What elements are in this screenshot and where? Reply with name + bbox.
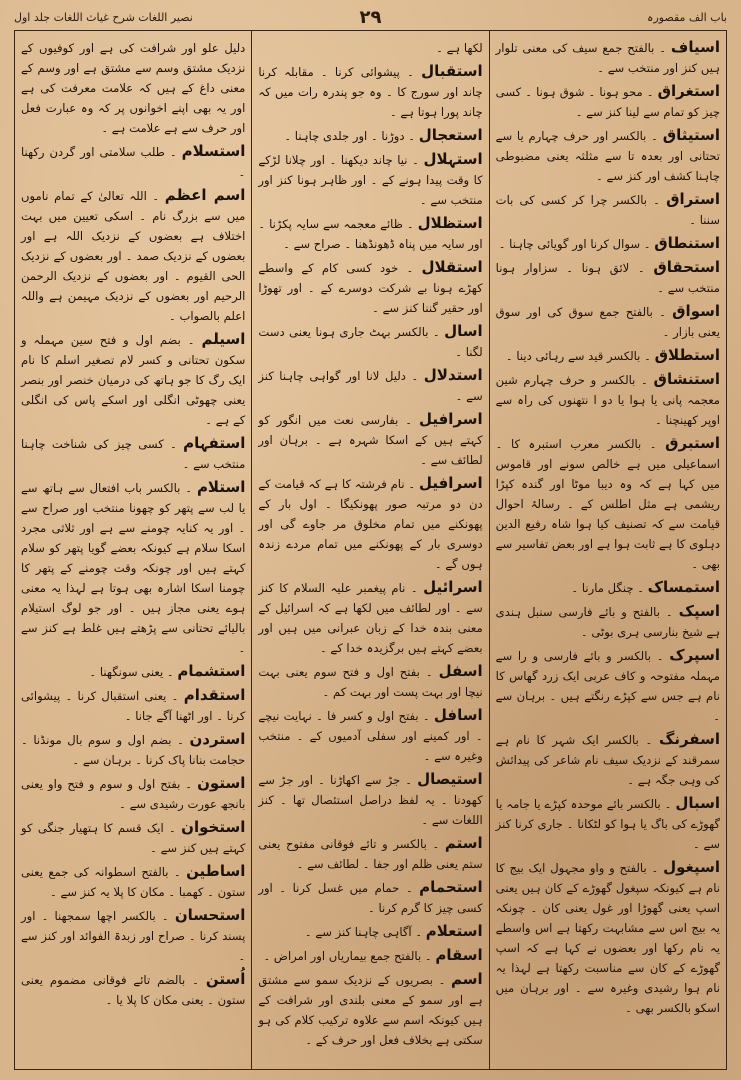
dictionary-entry (21, 185, 245, 326)
entry-definition: ۔ بالفتح جمع سوق کی اور سوق یعنی بازار ۔ (495, 305, 720, 339)
entry-headword: اسیاف (670, 38, 720, 56)
entry-definition: ۔ نام پیغمبر علیہ السلام کا کنز سے ۔ اور لطائف میں لکھا ہے کہ اسرائیل کے معنی بندہ خدا کے زبان عبرانی میں ہیں اور بعضے کہتے ہیں برگزیدہ خدا کے ۔ (258, 581, 483, 655)
dictionary-entry (496, 345, 720, 366)
dictionary-entry (258, 577, 482, 658)
dictionary-entry (258, 125, 482, 146)
dictionary-entry (496, 81, 720, 122)
entry-headword: اسافل (433, 706, 483, 724)
entry-headword: استحسان (174, 906, 246, 924)
column-right (490, 31, 726, 1069)
entry-definition: ۔ بضم اول و فتح سین مہملہ و سکون تحتانی و کسر لام تصغیر اسلم کا نام ایک رگ کا جو ہاتھ کی درمیان خنصر اور بنصر یعنی چھوٹی انگلی اور اسکے پاس کی انگلی کے ہے ۔ (21, 333, 246, 427)
entry-headword: اسم (451, 970, 483, 988)
dictionary-entry (21, 729, 245, 770)
entry-definition: ۔ ظائے معجمہ سے سایہ پکڑنا ۔ اور سایہ میں پناہ ڈھونڈھنا ۔ صراح سے ۔ (258, 217, 483, 251)
dictionary-entry (496, 369, 720, 430)
column-middle (252, 31, 489, 1069)
dictionary-entry (258, 37, 482, 58)
entry-definition: ۔ بفتح اول و سوم و فتح واو یعنی بانجھ عورت رشیدی سے ۔ (21, 777, 246, 811)
dictionary-entry (258, 213, 482, 254)
entry-definition: ۔ محو ہونا ۔ شوق ہونا ۔ کسی چیز کو تمام سے لینا کنز سے ۔ (495, 85, 720, 119)
dictionary-entry (496, 301, 720, 342)
entry-definition: ۔ چنگل مارنا ۔ (571, 581, 648, 595)
entry-headword: اساطین (186, 862, 246, 880)
dictionary-entry (258, 409, 482, 470)
dictionary-entry (258, 945, 482, 966)
entry-definition: ۔ بالفتح جمع سیف کی معنی تلوار ہیں کنز اور منتخب سے ۔ (495, 41, 720, 75)
entry-headword: استہلال (423, 150, 483, 168)
dictionary-entry (258, 365, 482, 406)
entry-headword: استحمام (419, 878, 483, 896)
entry-definition: ۔ بالفتح و واو مجہول ایک بیج کا نام ہے کیونکہ سپغول گھوڑے کے کان ہیں یعنی اسپ یعنی گھوڑا اور غول یعنی کان ۔ چونکہ یہ بیج اس سے مشابہت رکھتا ہے اس واسطے یہ نام رکھا اور بعضوں نے کہا ہے کہ اسپ گھوڑے کے کان سے مناسبت رکھتا ہے لہذا یہ نام ہوا رشیدی وغیرہ سے ۔ اور برہان میں اسکو بالکسر بھی ۔ (495, 861, 720, 1015)
entry-definition: ۔ جڑ سے اکھاڑنا ۔ اور جڑ سے کھودنا ۔ یہ لفظ دراصل استئصال تھا ۔ کنز اللغات سے ۔ (258, 773, 483, 827)
entry-definition: ۔ دلیل لانا اور گواہی چاہنا کنز سے ۔ (258, 369, 483, 403)
entry-headword: اسم اعظم (164, 186, 246, 204)
entry-definition: ۔ بفتح اول و فتح سوم یعنی بہت نیچا اور بہت پست اور بہت کم ۔ (258, 665, 483, 699)
entry-headword: استبرق (665, 434, 720, 452)
dictionary-entry (496, 601, 720, 642)
page-header (14, 4, 727, 30)
entry-headword: استیثاق (662, 126, 720, 144)
section-title: باب الف مقصورہ (647, 10, 727, 24)
entry-definition: ۔ بالکسر و تائے فوقانی مفتوح یعنی ستم یعنی ظلم اور جفا ۔ لطائف سے ۔ (258, 837, 483, 871)
entry-headword: استم (444, 834, 483, 852)
entry-definition: ۔ کسی چیز کی شناخت چاہنا منتخب سے ۔ (21, 437, 246, 471)
entry-definition: ۔ نیا چاند دیکھنا ۔ اور چلانا لڑکے کا وقت پیدا ہونے کے ۔ اور ظاہر ہونا کنز اور منتخب سے ۔ (258, 153, 483, 207)
entry-headword: اسرائیل (423, 578, 483, 596)
dictionary-entry (496, 37, 720, 78)
entry-definition: ۔ بالکسر بائے موحدہ کپڑے یا جامہ یا گھوڑے کی باگ یا ہوا کو لٹکانا ۔ جاری کرنا کنز سے ۔ (495, 797, 720, 851)
entry-headword: اُستن (205, 970, 246, 988)
dictionary-entry (496, 233, 720, 254)
entry-headword: اسیلم (201, 330, 246, 348)
entry-headword: اسپرک (669, 646, 720, 664)
entry-headword: استغراق (657, 82, 720, 100)
entry-headword: اسپغول (663, 858, 720, 876)
entry-headword: اسال (444, 322, 483, 340)
entry-definition: ۔ بالفتح اسطوانہ کی جمع یعنی ستون ۔ کھمبا ۔ مکان کا پلا یہ کنز سے ۔ (21, 865, 246, 899)
entry-definition: ۔ سوال کرنا اور گویائی چاہنا ۔ (498, 237, 655, 251)
entry-headword: استحقاق (653, 258, 720, 276)
entry-headword: استطلاق (654, 346, 720, 364)
entry-definition: ۔ بفتح اول و کسر فا ۔ نہایت نیچے ۔ اور کمینے اور سفلی آدمیوں کے ۔ منتخب وغیرہ سے ۔ (258, 709, 483, 763)
entry-definition: ۔ نام فرشتہ کا ہے کہ قیامت کے دن دو مرتبہ صور پھونکیگا ۔ اول بار کے پھونکنے میں تمام مخلوق مر جاوے گی اور دوسری بار کے پھونکنے میں تمام مردے زندہ ہوں گے ۔ (258, 477, 483, 571)
dictionary-entry (496, 257, 720, 298)
entry-definition: ۔ بالکسر باب افتعال سے ہاتھ سے یا لب سے پتھر کو چھونا منتخب اور صراح سے ۔ اور یہ کنایہ چومنے سے ہے اور ثلاثی مجرد اسکا سلام ہے کیونکہ بعضے گویا پتھر کو سلام کہتے ہیں اور چونکہ وقت چومنے کے پتھر کا چومنا اسکا اشارہ بھی ہوتا ہے لہذا یہ معنی ہوے یعنی مجاز ہیں ۔ اور جو لوگ استیلام بالیائے تحتانی سے پڑھتے ہیں غلط ہے کنز سے ۔ (21, 481, 246, 655)
entry-headword: اسقام (435, 946, 483, 964)
dictionary-entry (496, 189, 720, 230)
entry-definition: ۔ بضم اول و سوم بال مونڈنا ۔ حجامت بنانا پاک کرنا ۔ برہان سے ۔ (21, 733, 246, 767)
dictionary-entry (258, 321, 482, 362)
entry-definition: ۔ لائق ہونا ۔ سزاوار ہونا منتخب سے ۔ (495, 261, 720, 295)
entry-definition: ۔ حمام میں غسل کرنا ۔ اور کسی چیز کا گرم کرنا ۔ (258, 881, 483, 915)
dictionary-entry (258, 61, 482, 122)
entry-headword: استنشاق (653, 370, 720, 388)
dictionary-entry (258, 473, 482, 574)
dictionary-entry (21, 817, 245, 858)
dictionary-entry (21, 661, 245, 682)
entry-headword: استخوان (181, 818, 246, 836)
dictionary-entry (21, 861, 245, 902)
dictionary-entry (496, 125, 720, 186)
dictionary-entry (258, 257, 482, 318)
dictionary-entry (258, 969, 482, 1050)
dictionary-entry (258, 149, 482, 210)
dictionary-entry (258, 769, 482, 830)
dictionary-entry (21, 905, 245, 966)
entry-headword: استظلال (417, 214, 483, 232)
entry-definition: لکھا ہے ۔ (436, 41, 483, 55)
dictionary-entry (258, 921, 482, 942)
dictionary-entry (21, 685, 245, 726)
entry-definition: ۔ بالکسر قید سے رہائی دینا ۔ (505, 349, 655, 363)
entry-headword: اسفل (438, 662, 483, 680)
dictionary-entry (21, 477, 245, 658)
entry-headword: استسلام (181, 142, 246, 160)
dictionary-entry (258, 661, 482, 702)
page-number: ٢٩ (359, 6, 382, 28)
entry-definition: ۔ بالکسر چرا کر کسی کی بات سننا ۔ (495, 193, 720, 227)
entry-definition: ۔ بالکسر معرب استبرہ کا ۔ اسماعیلی میں ہے خالص سونے اور قاموس میں کہا ہے کہ وہ دیبا موٹا اور گندہ کپڑا ریشمی ہے مثل اطلس کے ۔ رسالۂ احوال قیامت سے کہ تصنیف کیا ہوا شاہ رفیع الدین دہلوی کا ہے ثابت ہوا ہے اور بعض تفاسیر سے بھی ۔ (495, 437, 720, 571)
book-title: نصیر اللغات شرح غیاث اللغات جلد اول (14, 10, 193, 24)
entry-headword: استلام (196, 478, 246, 496)
entry-definition: ۔ بالکسر بہٹ جاری ہونا یعنی دست لگنا ۔ (258, 325, 483, 359)
entry-headword: استردن (189, 730, 246, 748)
entry-definition: ۔ بالکسر ایک شہر کا نام ہے سمرقند کے نزدیک سیف نام شاعر کی پیدائش کی وہی جگہ ہے ۔ (495, 733, 720, 787)
dictionary-entry (21, 773, 245, 814)
dictionary-entry (21, 969, 245, 1010)
entry-definition: دلیل علو اور شرافت کی ہے اور کوفیوں کے نزدیک مشتق وسم سے مشتق ہے اور وسم کے معنی داغ کے ہیں کہ علامت معرفت کی ہے اور یہ بھی اپنے اخوانوں پر کہ وہ عبارت فعل اور حرف سے ہے علامت ہے ۔ (21, 41, 246, 135)
entry-definition: ۔ بالضم تائے فوقانی مضموم یعنی ستون ۔ یعنی مکان کا پلا یا ۔ (21, 973, 246, 1007)
dictionary-entry (496, 577, 720, 598)
entry-headword: اسپک (678, 602, 720, 620)
entry-headword: اسرافیل (418, 410, 483, 428)
entry-definition: ۔ یعنی استقبال کرنا ۔ پیشوائی کرنا ۔ اور اٹھنا آگے جانا ۔ (21, 689, 246, 723)
dictionary-entry (496, 433, 720, 574)
entry-definition: ۔ بفارسی نعت میں انگور کو کہتے ہیں کے اسکا شہرہ ہے ۔ برہان اور لطائف سے ۔ (258, 413, 483, 467)
entry-headword: استمساک (647, 578, 720, 596)
entry-definition: ۔ اللہ تعالیٰ کے تمام ناموں میں سے بزرگ نام ۔ اسکی تعیین میں بہت اختلاف ہے بعضوں کے نزدیک اللہ ہے اور بعضوں کے نزدیک صمد ۔ اور بعضوں کے نزدیک الحی القیوم ۔ اور بعضوں کے نزدیک الرحمن الرحیم اور بعضوں کے نزدیک مہیمن ہے واللہ اعلم بالصواب ۔ (21, 189, 246, 323)
entry-headword: اسرافیل (418, 474, 483, 492)
entry-definition: ۔ آگاہی چاہنا کنز سے ۔ (304, 925, 426, 939)
entry-headword: استقلال (421, 258, 483, 276)
entry-headword: استشمام (177, 662, 246, 680)
entry-definition: ۔ بصریوں کے نزدیک سمو سے مشتق ہے اور سمو کے معنی بلندی اور شرافت کے ہیں کیونکہ اسم سے علاوہ ترکیب کلام کی ہو سکتی ہے بخلاف فعل اور حرف کے ۔ (258, 973, 483, 1047)
entry-definition: ۔ پیشوائی کرنا ۔ مقابلہ کرنا چاند اور سورج کا ۔ وہ جو پندرہ رات میں کہ چاند پورا ہوتا ہے ۔ (258, 65, 483, 119)
columns-frame (14, 30, 727, 1070)
dictionary-entry (21, 141, 245, 182)
entry-definition: ۔ بالفتح جمع بیماریاں اور امراض ۔ (263, 949, 436, 963)
dictionary-entry (21, 329, 245, 430)
entry-headword: استون (197, 774, 246, 792)
entry-headword: اسبال (675, 794, 720, 812)
entry-headword: استدلال (423, 366, 483, 384)
dictionary-entry (21, 37, 245, 138)
dictionary-entry (496, 729, 720, 790)
entry-headword: استعجال (418, 126, 483, 144)
dictionary-entry (496, 645, 720, 726)
dictionary-entry (258, 705, 482, 766)
entry-definition: ۔ دوڑنا ۔ اور جلدی چاہنا ۔ (284, 129, 419, 143)
dictionary-entry (496, 793, 720, 854)
entry-headword: استعلام (425, 922, 483, 940)
dictionary-entry (21, 433, 245, 474)
entry-headword: استقدام (183, 686, 246, 704)
entry-headword: استقبال (421, 62, 483, 80)
entry-headword: استیصال (417, 770, 483, 788)
entry-definition: ۔ بالفتح و بائے فارسی سنبل ہندی ہے شیخ بنارسی ہری بوٹی ۔ (495, 605, 720, 639)
entry-definition: ۔ بالکسر و بائے فارسی و را سے مہملہ مفتوحہ و کاف عربی ایک زرد گھاس کا نام ہے جس سے کپڑے رنگتے ہیں ۔ برہان سے ۔ (495, 649, 720, 723)
entry-definition: ۔ بالکسر اور حرف چہارم یا سے تحتانی اور بعدہ تا سے مثلثہ یعنی مضبوطی چاہنا کشف اور کنز سے ۔ (495, 129, 720, 183)
entry-definition: ۔ بالکسر اچھا سمجھنا ۔ اور پسند کرنا ۔ صراح اور زبدۃ الفوائد اور کنز سے ۔ (21, 909, 246, 963)
dictionary-entry (258, 833, 482, 874)
entry-definition: ۔ ایک قسم کا ہتھیار جنگی کو کہتے ہیں کنز سے ۔ (21, 821, 246, 855)
dictionary-entry (258, 877, 482, 918)
entry-definition: ۔ بالکسر و حرف چہارم شین معجمہ پانی یا ہوا یا دو ا نتھنوں کی راہ سے اوپر کھینچنا ۔ (495, 373, 720, 427)
entry-headword: استراق (666, 190, 720, 208)
entry-headword: استفہام (183, 434, 246, 452)
entry-headword: استنطاق (654, 234, 720, 252)
entry-headword: اسواق (672, 302, 720, 320)
entry-definition: ۔ خود کسی کام کے واسطے کھڑے ہونا بے شرکت دوسرے کے ۔ اور تھوڑا اور حقیر گننا کنز سے ۔ (258, 261, 483, 315)
column-left (15, 31, 252, 1069)
entry-definition: ۔ یعنی سونگھنا ۔ (89, 665, 178, 679)
entry-headword: اسفرنگ (658, 730, 720, 748)
entry-definition: ۔ طلب سلامتی اور گردن رکھنا ۔ (21, 145, 246, 179)
dictionary-entry (496, 857, 720, 1018)
